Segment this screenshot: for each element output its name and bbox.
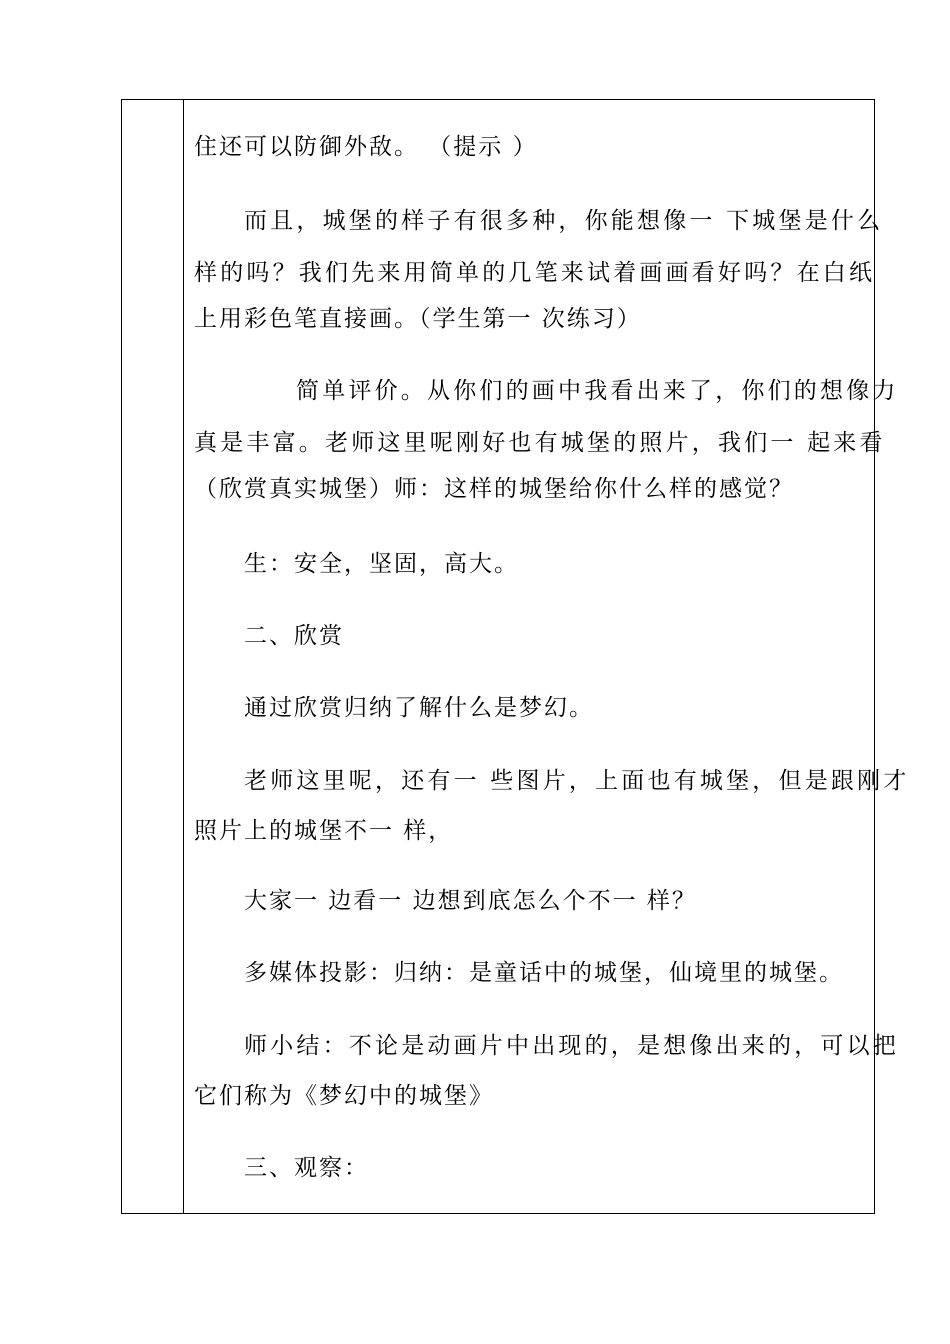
text-line: 上用彩色笔直接画。（学生第一 次练习） <box>194 306 642 332</box>
text-line: 住还可以防御外敌。 （提示 ） <box>194 134 538 160</box>
text-line: 老师这里呢，还有一 些图片，上面也有城堡，但是跟刚才 <box>244 768 910 794</box>
text-line: 多媒体投影：归纳：是童话中的城堡，仙境里的城堡。 <box>244 960 844 986</box>
text-line: 师小结：不论是动画片中出现的，是想像出来的，可以把 <box>244 1033 899 1059</box>
text-line: 样的吗？我们先来用简单的几笔来试着画画看好吗？在白纸 <box>194 260 876 286</box>
content-cell <box>184 100 910 1213</box>
text-line: 它们称为《梦幻中的城堡》 <box>194 1083 494 1109</box>
text-line: 照片上的城堡不一 样， <box>194 818 454 844</box>
text-line: 生：安全，坚固，高大。 <box>244 551 519 577</box>
text-line: 简单评价。从你们的画中我看出来了，你们的想像力 <box>296 378 899 404</box>
section-heading: 二、欣赏 <box>244 623 344 649</box>
text-line: （欣赏真实城堡）师：这样的城堡给你什么样的感觉？ <box>194 476 794 502</box>
text-line: 大家一 边看一 边想到底怎么个不一 样？ <box>244 888 697 914</box>
text-line: 通过欣赏归纳了解什么是梦幻。 <box>244 695 594 721</box>
text-line: 而且，城堡的样子有很多种，你能想像一 下城堡是什么 <box>244 208 884 234</box>
section-heading: 三、观察： <box>244 1155 369 1181</box>
label-column-cell <box>122 100 184 1213</box>
lesson-table <box>121 99 910 1214</box>
text-line: 真是丰富。老师这里呢刚好也有城堡的照片，我们一 起来看 <box>194 430 886 456</box>
